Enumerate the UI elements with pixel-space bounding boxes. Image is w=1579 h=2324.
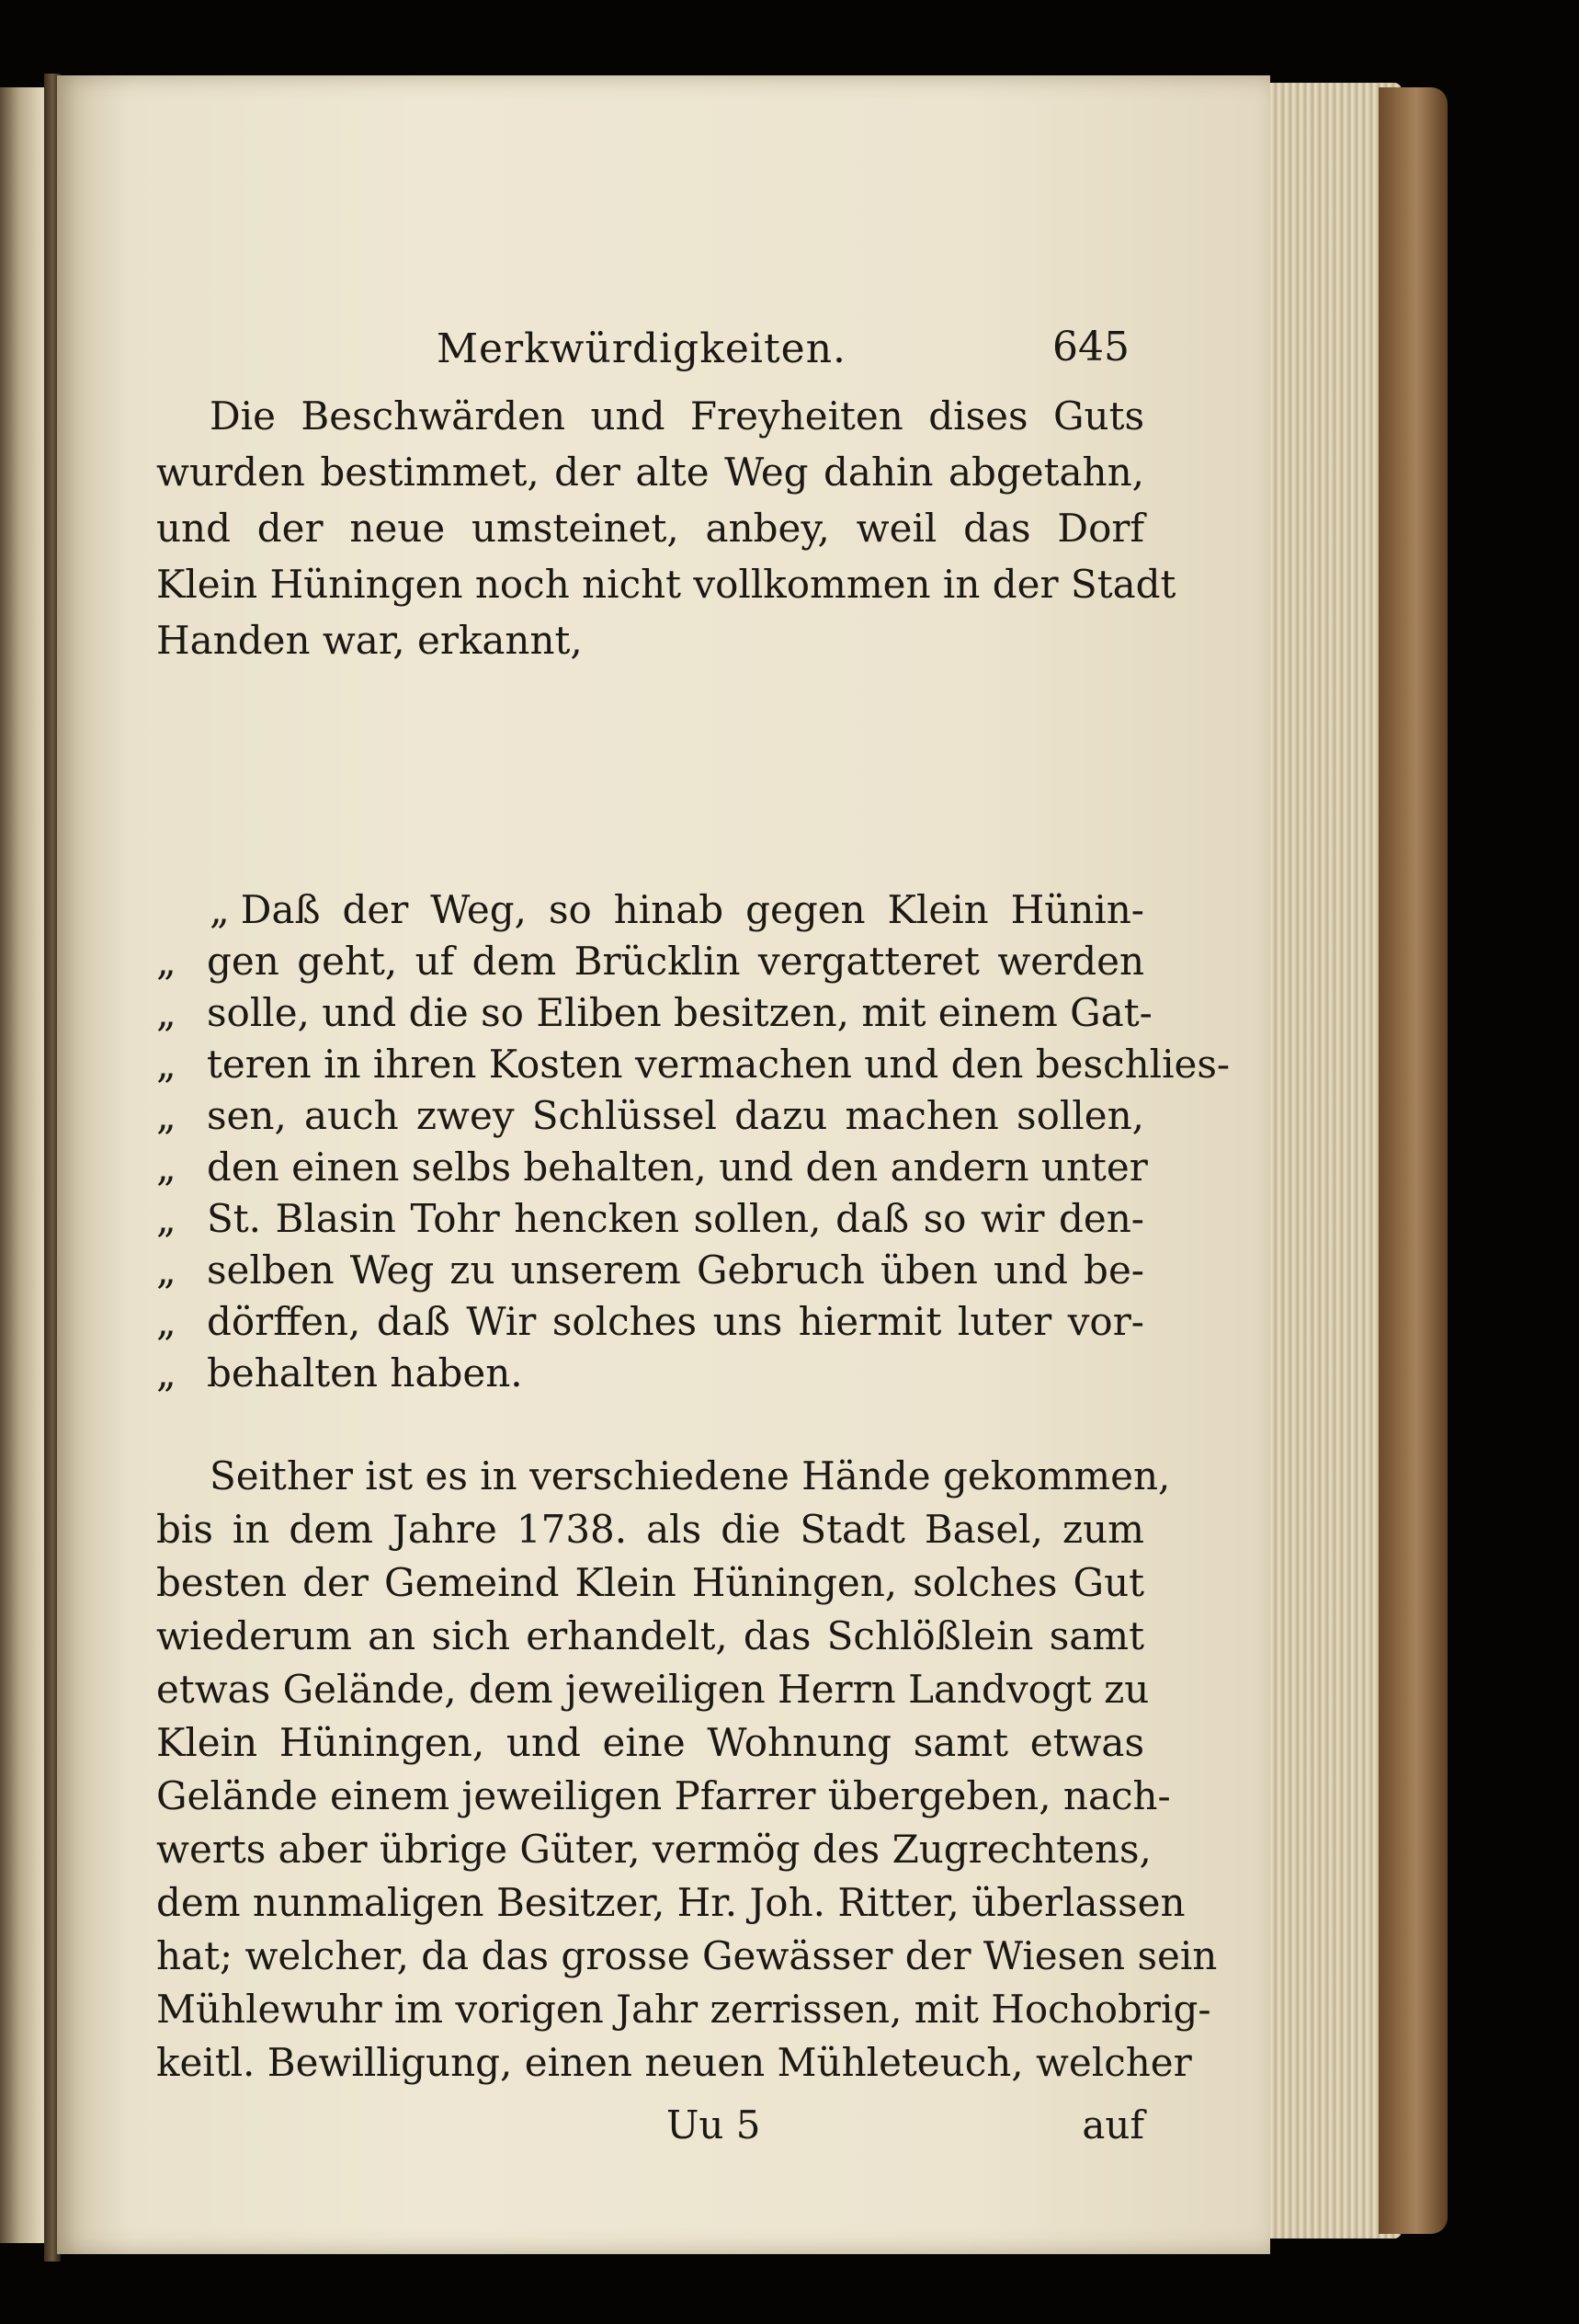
quote-mark: „: [156, 1196, 176, 1241]
quote-mark: „: [156, 1145, 176, 1190]
signature-mark: Uu 5: [666, 2102, 761, 2147]
text-line: Klein Hüningen noch nicht vollkommen in der Stadt: [156, 562, 1176, 607]
quote-text: gen geht, uf dem Brücklin vergatteret werden: [207, 939, 1144, 984]
quote-text: sen, auch zwey Schlüssel dazu machen sollen,: [207, 1093, 1144, 1138]
quote-mark: „: [156, 939, 176, 984]
quote-mark: „: [156, 1299, 176, 1344]
text-line: keitl. Bewilligung, einen neuen Mühleteuch, welcher: [156, 2040, 1192, 2085]
text-line: etwas Gelände, dem jeweiligen Herrn Landvogt zu: [156, 1667, 1150, 1712]
text-line: wurden bestimmet, der alte Weg dahin abgetahn,: [156, 450, 1144, 495]
quote-mark: „: [156, 1042, 176, 1087]
quote-line: [156, 1348, 1144, 1399]
text-line: dem nunmaligen Besitzer, Hr. Joh. Ritter, überlassen: [156, 1880, 1186, 1925]
quote-line: [156, 987, 1153, 1039]
text-line: Gelände einem jeweiligen Pfarrer übergeben, nach-: [156, 1773, 1171, 1818]
text-line: und der neue umsteinet, anbey, weil das Dorf: [156, 506, 1144, 551]
text-line: Seither ist es in verschiedene Hände gekommen,: [210, 1453, 1171, 1498]
quote-text: solle, und die so Eliben besitzen, mit einem Gat-: [207, 990, 1153, 1035]
text-line: besten der Gemeind Klein Hüningen, solches Gut: [156, 1560, 1144, 1605]
quote-mark: „: [156, 1247, 176, 1293]
quote-text: dörffen, daß Wir solches uns hiermit luter vor-: [207, 1299, 1144, 1344]
quote-text: Daß der Weg, so hinab gegen Klein Hünin-: [240, 887, 1144, 932]
text-line: Mühlewuhr im vorigen Jahr zerrissen, mit Hochobrig-: [156, 1987, 1211, 2032]
quote-text: den einen selbs behalten, und den andern unter: [207, 1145, 1148, 1190]
quote-line: [156, 1039, 1231, 1090]
quote-line: [156, 1193, 1144, 1245]
quote-line: [156, 1245, 1144, 1296]
text-line: hat; welcher, da das grosse Gewässer der Wiesen sein: [156, 1933, 1218, 1978]
text-line: werts aber übrige Güter, vermög des Zugrechtens,: [156, 1827, 1152, 1872]
quote-line: [156, 936, 1144, 987]
paragraph-1: [156, 388, 1176, 668]
quote-text: teren in ihren Kosten vermachen und den beschlies-: [207, 1042, 1231, 1087]
running-head-title: Merkwürdigkeiten.: [437, 325, 847, 372]
quote-line: [156, 1090, 1144, 1142]
text-line: Klein Hüningen, und eine Wohnung samt etwas: [156, 1720, 1144, 1765]
quote-text: St. Blasin Tohr hencken sollen, daß so wir den-: [207, 1196, 1144, 1241]
quote-line: [156, 884, 1144, 936]
book-cover-edge: [1379, 87, 1448, 2234]
text-line: wiederum an sich erhandelt, das Schlößlein samt: [156, 1613, 1144, 1658]
running-head: [156, 250, 1144, 372]
quote-line: [156, 1296, 1144, 1348]
quote-mark: „: [156, 1093, 176, 1138]
paragraph-2: [156, 1450, 1218, 2090]
quote-mark: „: [156, 990, 176, 1035]
catchword: auf: [1082, 2102, 1144, 2147]
text-line: bis in dem Jahre 1738. als die Stadt Basel, zum: [156, 1507, 1144, 1552]
quoted-passage: [156, 884, 1231, 1399]
text-line: Handen war, erkannt,: [156, 618, 583, 663]
quote-mark: „: [156, 1350, 176, 1396]
text-line: Die Beschwärden und Freyheiten dises Guts: [210, 393, 1144, 439]
book-page: [57, 75, 1270, 2254]
text-block: [156, 250, 1231, 2147]
quote-text: selben Weg zu unserem Gebruch üben und be-: [207, 1247, 1144, 1293]
page-number: 645: [1052, 324, 1130, 370]
quote-text: behalten haben.: [207, 1350, 523, 1396]
quote-line: [156, 1142, 1148, 1193]
page-footer: [156, 2102, 1144, 2158]
quote-mark: „: [210, 887, 230, 932]
